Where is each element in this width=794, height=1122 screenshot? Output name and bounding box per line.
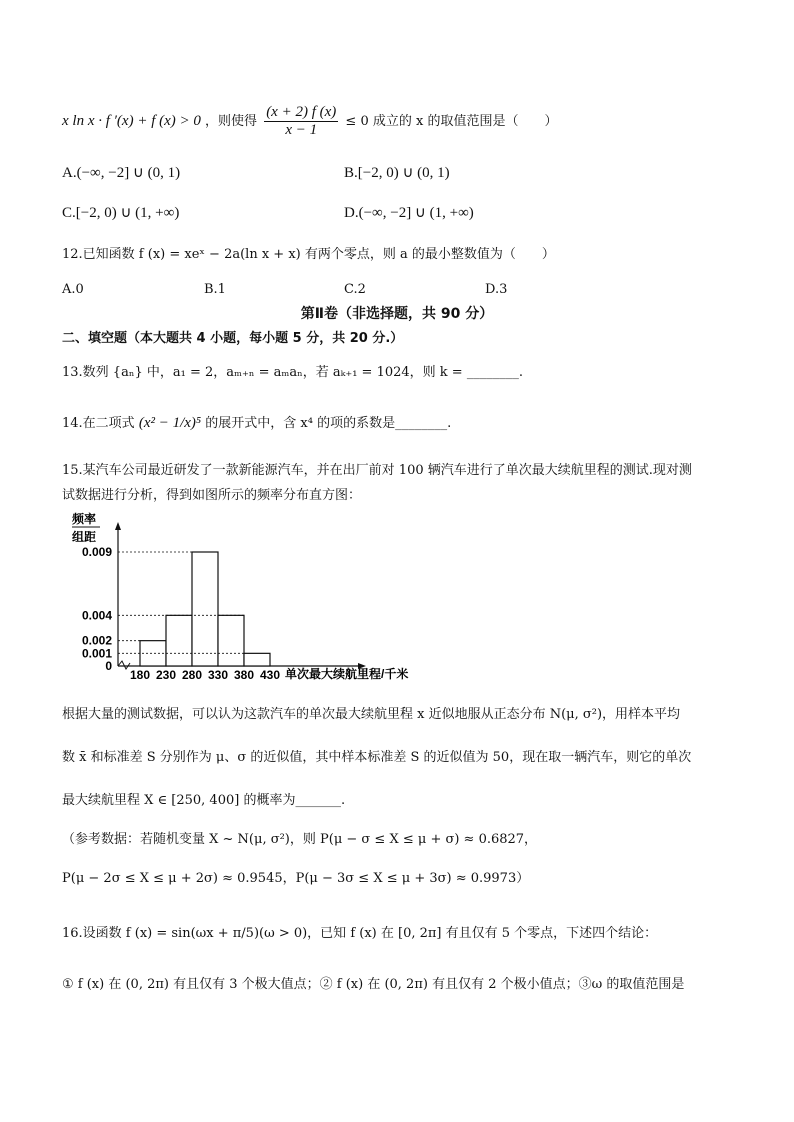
q11-option-a[interactable]: A.(−∞, −2] ∪ (0, 1) [62, 165, 181, 181]
q12-option-c[interactable]: C.2 [344, 282, 366, 297]
q13-stem: 13.数列 {aₙ} 中，a₁ = 2，aₘ₊ₙ = aₘaₙ，若 aₖ₊₁ = 1024，则 k = ________. [62, 365, 523, 380]
x-tick-label: 180 [129, 668, 151, 682]
q14-binomial: (x² − 1/x)⁵ [138, 415, 202, 431]
q14-suffix: 的展开式中，含 x⁴ 的项的系数是________. [205, 416, 452, 431]
q15-line-1: 15.某汽车公司最近研发了一款新能源汽车，并在出厂前对 100 辆汽车进行了单次最大续航里程的测试.现对测 [62, 463, 692, 478]
x-tick-label: 380 [233, 668, 255, 682]
y-tick-label: 0.009 [81, 545, 112, 559]
q11-inequality: x ln x · f ′(x) + f (x) > 0 [62, 113, 201, 129]
x-axis-label: 单次最大续航里程/千米 [285, 667, 409, 681]
y-tick-label: 0.001 [81, 646, 112, 661]
q11-fraction-numerator: (x + 2) f (x) [266, 104, 337, 120]
q11-question-tail: ≤ 0 成立的 x 的取值范围是（ ） [345, 114, 558, 129]
section-two-title: 二、填空题（本大题共 4 小题，每小题 5 分，共 20 分.） [62, 331, 404, 346]
q11-option-d[interactable]: D.(−∞, −2] ∪ (1, +∞) [344, 205, 474, 221]
q15-line-3: 根据大量的测试数据，可以认为这款汽车的单次最大续航里程 x 近似地服从正态分布 N(μ, σ²)，用样本平均 [62, 707, 681, 722]
q15-line-4: 数 x̄ 和标准差 S 分别作为 μ、σ 的近似值，其中样本标准差 S 的近似值为 50，现在取一辆汽车，则它的单次 [62, 750, 692, 765]
q11-option-c[interactable]: C.[−2, 0) ∪ (1, +∞) [62, 205, 180, 221]
q14-stem [62, 412, 451, 432]
q11-fraction [264, 104, 338, 139]
x-tick-label: 230 [155, 668, 177, 682]
q15-line-5: 最大续航里程 X ∈ [250, 400] 的概率为_______. [62, 793, 346, 808]
histogram-bar [166, 615, 192, 666]
q12-option-b[interactable]: B.1 [204, 282, 226, 297]
histogram-bar [192, 552, 218, 666]
q11-stem [62, 104, 557, 139]
q15-reference-2: P(μ − 2σ ≤ X ≤ μ + 2σ) ≈ 0.9545，P(μ − 3σ ≤ X ≤ μ + 3σ) ≈ 0.9973） [62, 871, 530, 886]
q11-connector: ，则使得 [205, 114, 258, 129]
q12-stem: 12.已知函数 f (x) = xeˣ − 2a(ln x + x) 有两个零点，则 a 的最小整数值为（ ） [62, 247, 555, 262]
x-tick-label: 280 [181, 668, 203, 682]
q15-reference-1: （参考数据：若随机变量 X ~ N(μ, σ²)，则 P(μ − σ ≤ X ≤ μ + σ) ≈ 0.6827， [62, 832, 538, 847]
q12-option-a[interactable]: A.0 [62, 282, 84, 297]
frequency-histogram [60, 508, 460, 683]
y-tick-label: 0.002 [81, 633, 112, 648]
histogram-bar [218, 615, 244, 666]
q11-fraction-denominator: x − 1 [285, 122, 318, 138]
x-tick-label: 430 [259, 668, 281, 682]
y-axis-label-bottom: 组距 [72, 530, 97, 544]
q14-prefix: 14.在二项式 [62, 416, 135, 431]
q15-line-2: 试数据进行分析，得到如图所示的频率分布直方图： [62, 488, 362, 503]
q16-line-1: 16.设函数 f (x) = sin(ωx + π/5)(ω > 0)，已知 f (x) 在 [0, 2π] 有且仅有 5 个零点，下述四个结论： [62, 926, 658, 941]
histogram-bar [244, 653, 270, 666]
y-axis-label-top: 频率 [72, 512, 97, 526]
q11-option-b[interactable]: B.[−2, 0) ∪ (0, 1) [344, 165, 450, 181]
q16-line-2: ① f (x) 在 (0, 2π) 有且仅有 3 个极大值点；② f (x) 在 (0, 2π) 有且仅有 2 个极小值点；③ω 的取值范围是 [62, 977, 685, 992]
y-tick-label: 0 [105, 659, 112, 673]
x-tick-label: 330 [207, 668, 229, 682]
part-two-title: 第Ⅱ卷（非选择题，共 90 分） [300, 306, 494, 322]
q12-option-d[interactable]: D.3 [485, 282, 508, 297]
y-tick-label: 0.004 [81, 608, 112, 623]
